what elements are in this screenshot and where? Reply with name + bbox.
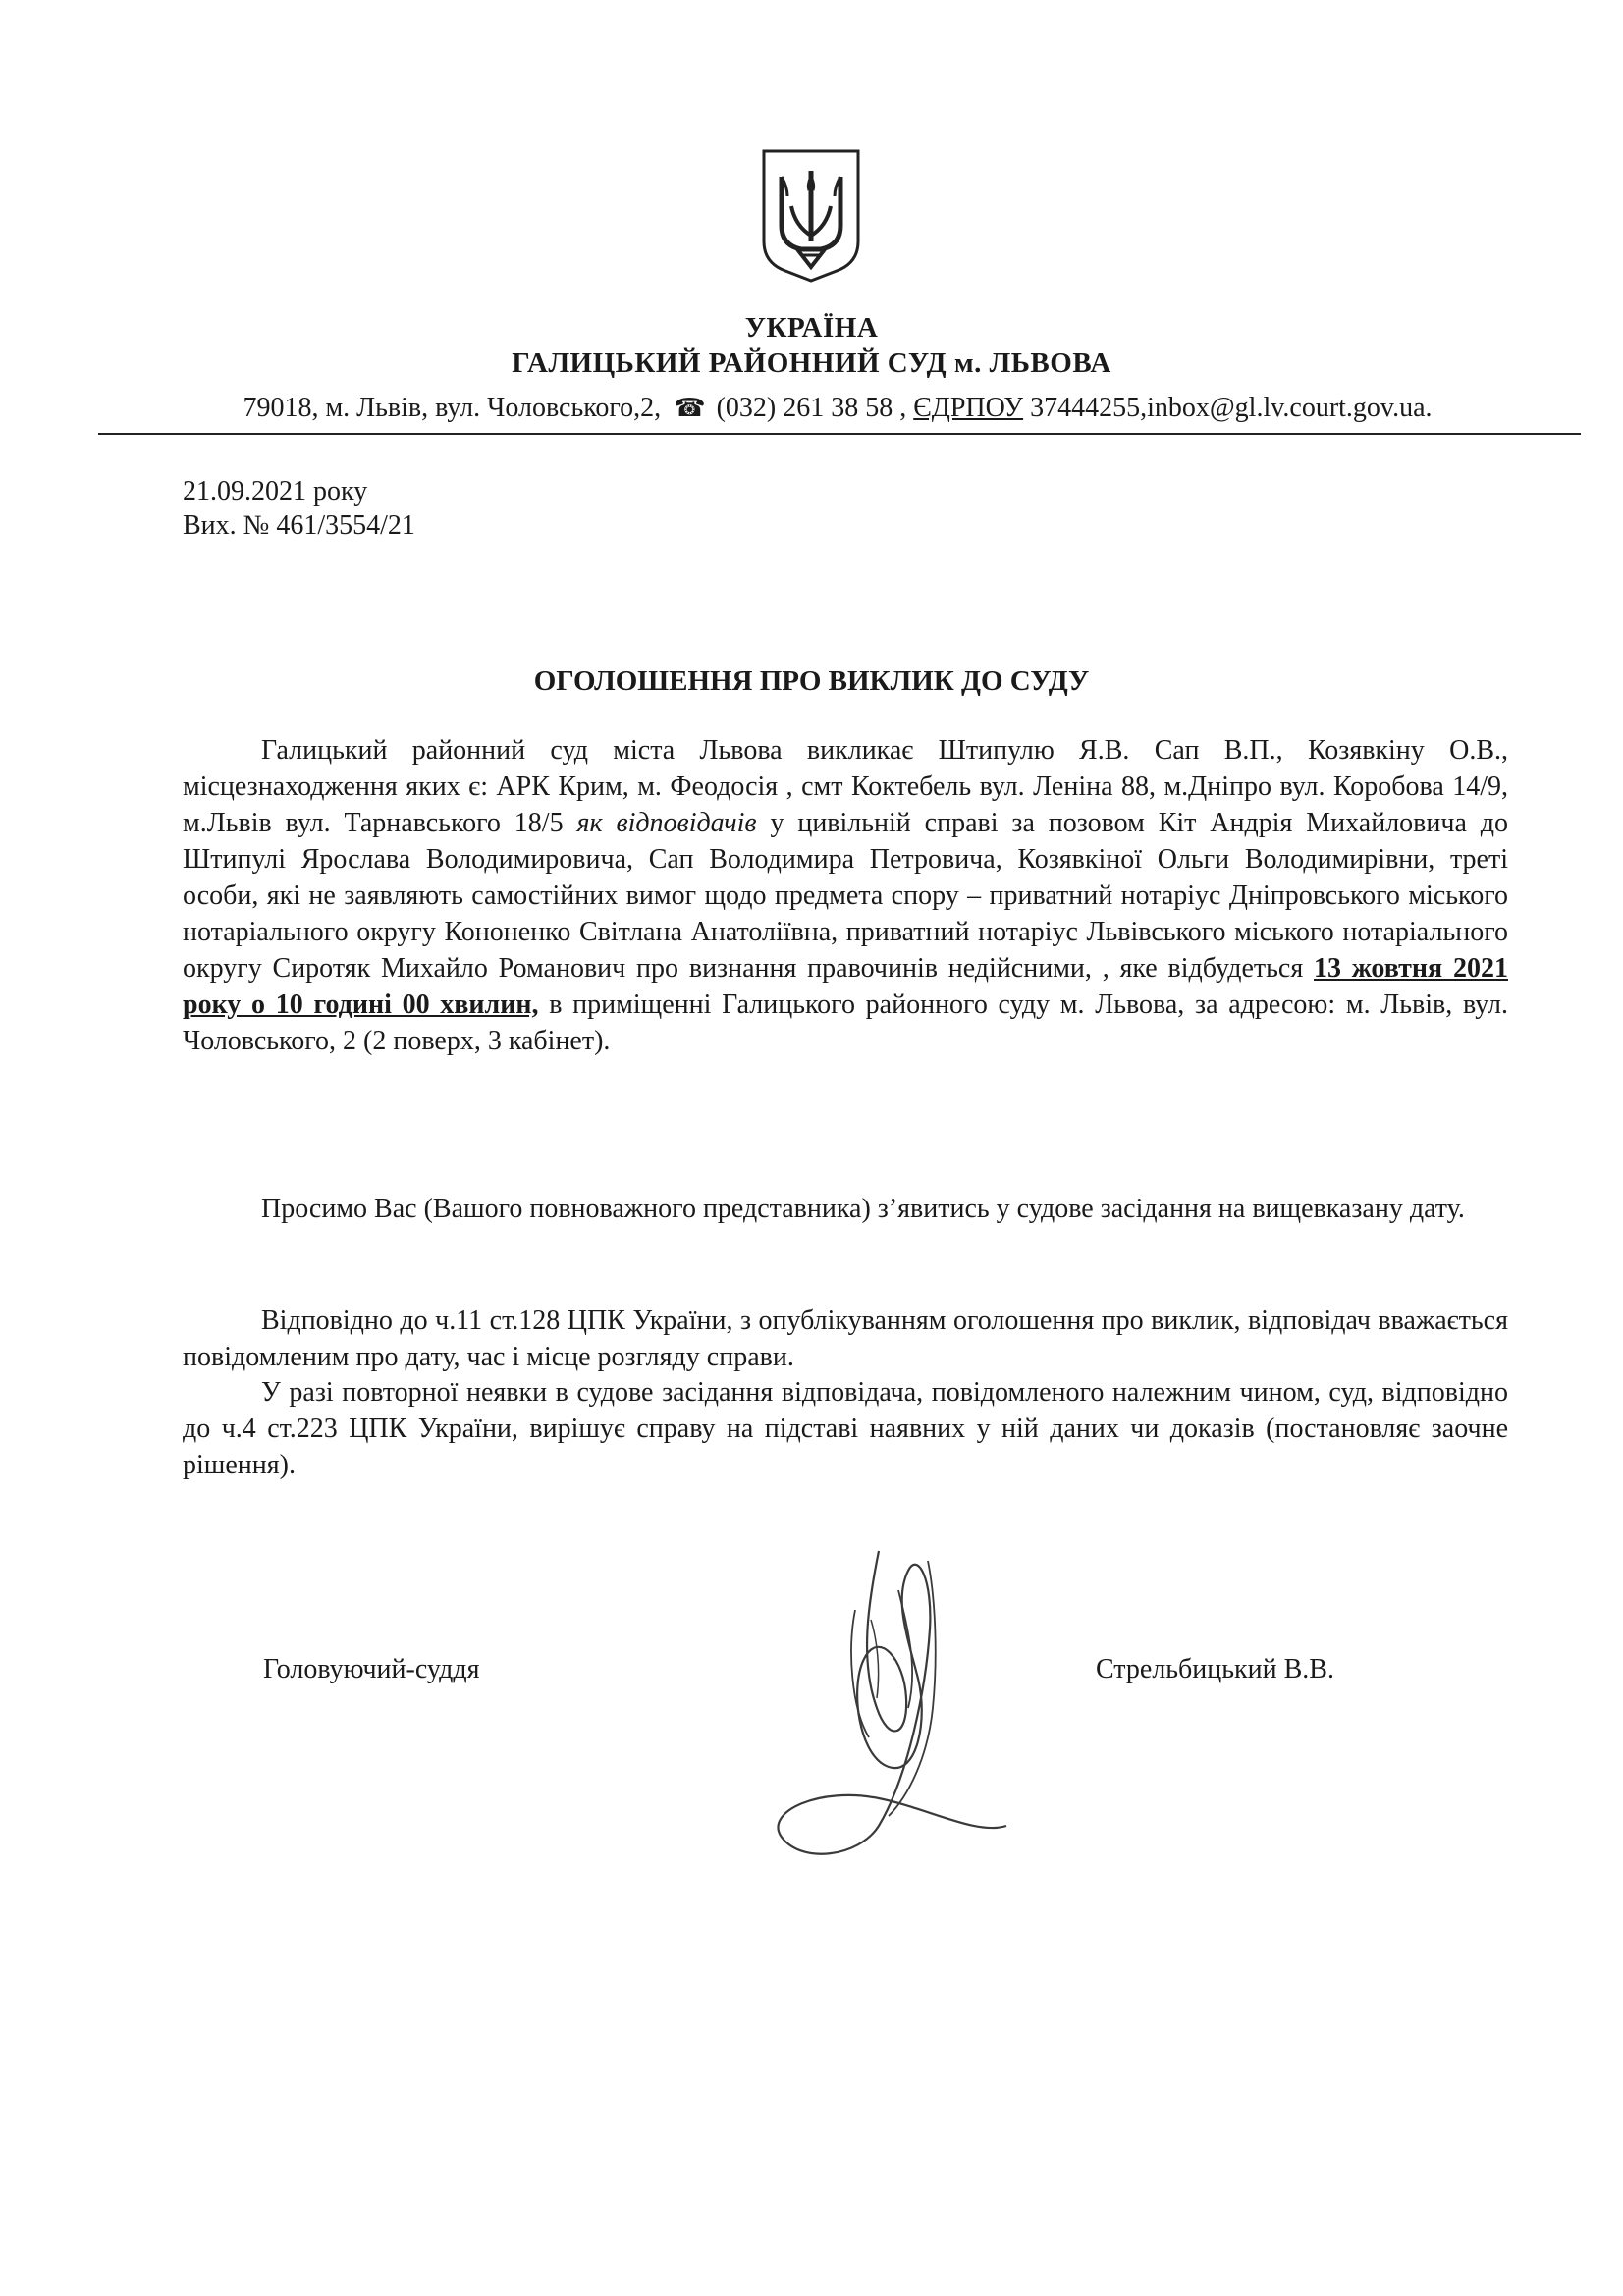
court-heading: ГАЛИЦЬКИЙ РАЙОННИЙ СУД м. ЛЬВОВА [512,347,1111,379]
notification-text: Відповідно до ч.11 ст.128 ЦПК України, з опублікуванням оголошення про виклик, відповідач вважається повідомленим про дату, час і місце розгляду справи. [183,1306,1508,1372]
header-divider [98,433,1581,435]
document-title: ОГОЛОШЕННЯ ПРО ВИКЛИК ДО СУДУ [533,666,1090,697]
request-text: Просимо Вас (Вашого повноважного представника) з’явитись у судове засідання на вищевказану дату. [261,1194,1465,1224]
notification-paragraph [183,1303,1508,1375]
telephone-icon: ☎ [674,394,706,422]
summons-text-part3: в приміщенні Галицького районного суду м. Львова, за адресою: м. Львів, вул. Чоловського, 2 (2 поверх, 3 кабінет). [183,989,1508,1056]
document-date: 21.09.2021 року [183,476,368,507]
hearing-datetime: 13 жовтня 2021 року о 10 годині 00 хвилин, [183,953,1508,1020]
handwritten-signature [761,1541,1016,1875]
absence-text: У разі повторної неявки в судове засідання відповідача, повідомленого належним чином, суд, відповідно до ч.4 ст.223 ЦПК України, вирішує справу на підставі наявних у ній даних чи доказів (постановляє заочне рішення). [183,1377,1508,1480]
edrpou-and-email: 37444255,inbox@gl.lv.court.gov.ua. [1030,393,1433,423]
defendants-role: як відповідачів [576,808,757,838]
ukraine-trident-emblem [758,147,864,285]
country-heading: УКРАЇНА [744,312,879,344]
outgoing-number: Вих. № 461/3554/21 [183,510,415,541]
edrpou-label: ЄДРПОУ [913,393,1024,423]
court-address: 79018, м. Львів, вул. Чоловського,2, [243,393,662,423]
summons-text-part1: Галицький районний суд міста Львова викликає Штипулю Я.В. Сап В.П., Козявкіну О.В., місцезнаходження яких є: АРК Крим, м. Феодосія , смт Коктебель вул. Леніна 88, м.Дніпро вул. Коробова 14/9, м.Львів вул. Тарнавського 18/5 [183,735,1508,838]
summons-text-part2: у цивільній справі за позовом Кіт Андрія Михайловича до Штипулі Ярослава Володимировича, Сап Володимира Петровича, Козявкіної Ольги Володимирівни, треті особи, які не заявляють самостійних вимог щодо предмета спору – приватний нотаріус Дніпровського міського нотаріального округу Кононенко Світлана Анатоліївна, приватний нотаріус Львівського міського нотаріального округу Сиротяк Михайло Романович про визнання правочинів недійсними, , яке відбудеться [183,808,1509,984]
summons-paragraph [183,732,1508,1059]
court-phone: (032) 261 38 58 , [716,393,907,423]
absence-paragraph [183,1374,1508,1483]
request-paragraph [183,1191,1508,1227]
signatory-role: Головуючий-суддя [263,1654,480,1684]
court-address-line [98,393,1577,424]
signatory-name: Стрельбицький В.В. [1096,1654,1334,1684]
